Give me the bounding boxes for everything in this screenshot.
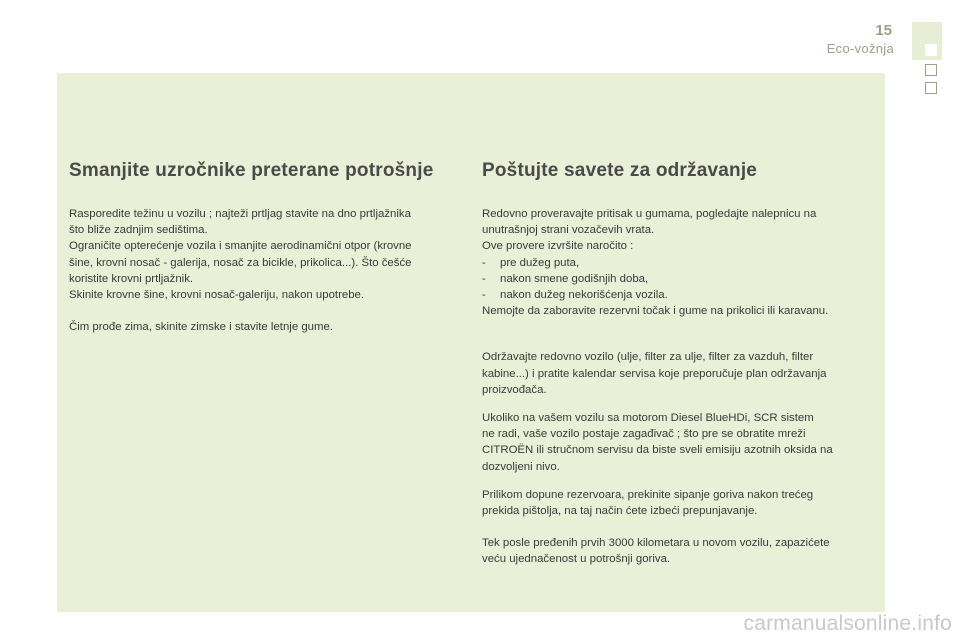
text-line: dozvoljeni nivo.: [482, 460, 560, 473]
watermark: carmanualsonline.info: [743, 612, 952, 635]
text-line: Prilikom dopune rezervoara, prekinite sipanje goriva nakon trećeg: [482, 488, 814, 501]
text-line: veću ujednačenost u potrošnji goriva.: [482, 553, 671, 566]
list-item-text: pre dužeg puta,: [500, 256, 580, 269]
paragraph-refuel: [482, 487, 872, 519]
text-line: Ove provere izvršite naročito :: [482, 240, 634, 253]
text-line: Ograničite opterećenje vozila i smanjite aerodinamični otpor (krovne: [69, 240, 412, 253]
paragraph-tyres: Čim prođe zima, skinite zimske i stavite letnje gume.: [69, 321, 333, 334]
text-line: CITROËN ili stručnom servisu da biste sveli emisiju azotnih oksida na: [482, 444, 833, 457]
text-line: šine, krovni nosač - galerija, nosač za bicikle, prikolica...). Što češće: [69, 256, 412, 269]
text-line: kabine...) i pratite kalendar servisa koje preporučuje plan održavanja: [482, 367, 827, 380]
text-line: što bliže zadnjim sedištima.: [69, 224, 208, 237]
list-marker: -: [482, 272, 486, 285]
text-line: ne radi, vaše vozilo postaje zagađivač ; što pre se obratite mreži: [482, 428, 806, 441]
section-marker: [925, 82, 937, 94]
list-marker: -: [482, 289, 486, 302]
text-line: unutrašnjoj strani vozačevih vrata.: [482, 224, 655, 237]
section-title-maintenance: Poštujte savete za održavanje: [482, 160, 758, 181]
chapter-title: Eco-vožnja: [826, 41, 894, 56]
section-title-consumption: Smanjite uzročnike preterane potrošnje: [69, 160, 434, 181]
left-column: [69, 160, 449, 335]
list-marker: -: [482, 256, 486, 269]
text-line: Tek posle pređenih prvih 3000 kilometara u novom vozilu, zapazićete: [482, 537, 830, 550]
paragraph-running-in: [482, 535, 872, 567]
page-number: 15: [875, 22, 892, 39]
list-item: [482, 287, 872, 303]
paragraph-service: [482, 349, 872, 398]
text-line: Rasporedite težinu u vozilu ; najteži prtljag stavite na dno prtljažnika: [69, 208, 411, 220]
list-item: [482, 271, 872, 287]
section-marker: [925, 64, 937, 76]
text-line: koristite krovni prtljažnik.: [69, 272, 194, 285]
text-line: prekida pištolja, na taj način ćete izbeći prepunjavanje.: [482, 505, 758, 518]
text-line: Održavajte redovno vozilo (ulje, filter za ulje, filter za vazduh, filter: [482, 351, 814, 364]
list-item: [482, 255, 872, 271]
paragraph-scr: [482, 410, 872, 475]
list-item-text: nakon smene godišnjih doba,: [500, 272, 649, 285]
text-line: Ukoliko na vašem vozilu sa motorom Diesel BlueHDi, SCR sistem: [482, 412, 814, 425]
text-line: Nemojte da zaboravite rezervni točak i gume na prikolici ili karavanu.: [482, 305, 829, 318]
right-column: [482, 160, 872, 568]
text-line: Skinite krovne šine, krovni nosač-galeriju, nakon upotrebe.: [69, 289, 365, 302]
section-marker-active: [925, 44, 937, 56]
list-item-text: nakon dužeg nekorišćenja vozila.: [500, 289, 668, 302]
paragraph-weight: [69, 206, 449, 303]
text-line: proizvođača.: [482, 383, 547, 396]
text-line: Redovno proveravajte pritisak u gumama, pogledajte nalepnicu na: [482, 208, 817, 220]
paragraph-pressure: [482, 206, 872, 319]
